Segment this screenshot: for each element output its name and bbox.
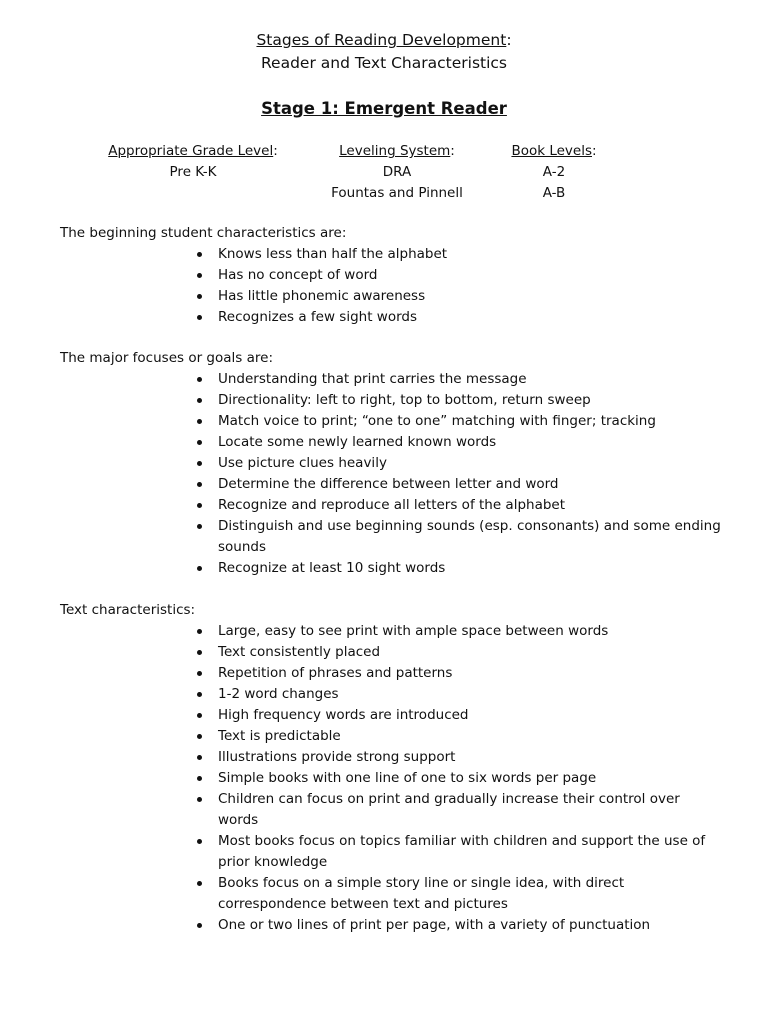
list-item: Text consistently placed [60,642,723,663]
list-item: Simple books with one line of one to six words per page [60,768,723,789]
book-level-dra: A-2 [542,164,566,180]
bullet-icon [197,755,202,760]
bullet-icon [197,315,202,320]
list-item: Recognize at least 10 sight words [60,558,723,579]
section-intro: The major focuses or goals are: [60,350,273,366]
list-item: One or two lines of print per page, with a variety of punctuation [60,915,723,936]
book-level-fountas: A-B [542,185,566,201]
bullet-icon [197,629,202,634]
section-intro: The beginning student characteristics are: [60,225,347,241]
list-item: Match voice to print; “one to one” matching with finger; tracking [60,411,723,432]
list-item: Knows less than half the alphabet [60,244,723,265]
list-item: Use picture clues heavily [60,453,723,474]
stage-heading-text: Stage 1: Emergent Reader [261,99,507,118]
bullet-icon [197,881,202,886]
leveling-system-dra: DRA [382,164,412,180]
bullet-icon [197,566,202,571]
list-item: 1-2 word changes [60,684,723,705]
bullet-icon [197,797,202,802]
book-levels-column [511,141,597,204]
section-text-characteristics [60,600,740,936]
list-item: Most books focus on topics familiar with children and support the use of prior knowledge [60,831,723,873]
bullet-icon [197,419,202,424]
list-item: Children can focus on print and gradually increase their control over words [60,789,723,831]
document-subtitle: Reader and Text Characteristics [260,54,508,72]
bullet-icon [197,650,202,655]
grade-level-header: Appropriate Grade Level: [108,143,278,159]
list-item: Repetition of phrases and patterns [60,663,723,684]
bullet-icon [197,692,202,697]
bullet-icon [197,482,202,487]
list-item: Text is predictable [60,726,723,747]
grade-level-column [104,141,282,183]
list-item: Understanding that print carries the message [60,369,723,390]
book-levels-header: Book Levels: [511,143,597,159]
bullet-icon [197,294,202,299]
bullet-icon [197,734,202,739]
bullet-icon [197,440,202,445]
section-student-characteristics [60,223,740,328]
list-item: Large, easy to see print with ample space between words [60,621,723,642]
bullet-icon [197,839,202,844]
bullet-icon [197,713,202,718]
section-major-focuses [60,348,740,579]
list-item: Books focus on a simple story line or single idea, with direct correspondence between text and pictures [60,873,723,915]
bullet-icon [197,461,202,466]
section-intro: Text characteristics: [60,602,196,618]
bullet-list [60,369,740,579]
list-item: Locate some newly learned known words [60,432,723,453]
bullet-icon [197,273,202,278]
grade-level-value: Pre K-K [169,164,217,180]
leveling-system-column [330,141,464,204]
leveling-system-fountas: Fountas and Pinnell [331,185,463,201]
bullet-icon [197,524,202,529]
list-item: Has little phonemic awareness [60,286,723,307]
list-item: Illustrations provide strong support [60,747,723,768]
bullet-icon [197,671,202,676]
list-item: Has no concept of word [60,265,723,286]
stage-heading [0,99,768,119]
bullet-icon [197,923,202,928]
bullet-list [60,244,740,328]
bullet-icon [197,377,202,382]
bullet-icon [197,776,202,781]
document-title-colon: : [506,31,512,49]
bullet-icon [197,398,202,403]
list-item: Determine the difference between letter and word [60,474,723,495]
bullet-list [60,621,740,936]
document-title [0,30,768,50]
list-item: Recognize and reproduce all letters of the alphabet [60,495,723,516]
bullet-icon [197,503,202,508]
document-title-text: Stages of Reading Development [256,31,507,49]
list-item: High frequency words are introduced [60,705,723,726]
bullet-icon [197,252,202,257]
list-item: Directionality: left to right, top to bottom, return sweep [60,390,723,411]
leveling-system-header: Leveling System: [339,143,455,159]
list-item: Distinguish and use beginning sounds (esp. consonants) and some ending sounds [60,516,723,558]
list-item: Recognizes a few sight words [60,307,723,328]
